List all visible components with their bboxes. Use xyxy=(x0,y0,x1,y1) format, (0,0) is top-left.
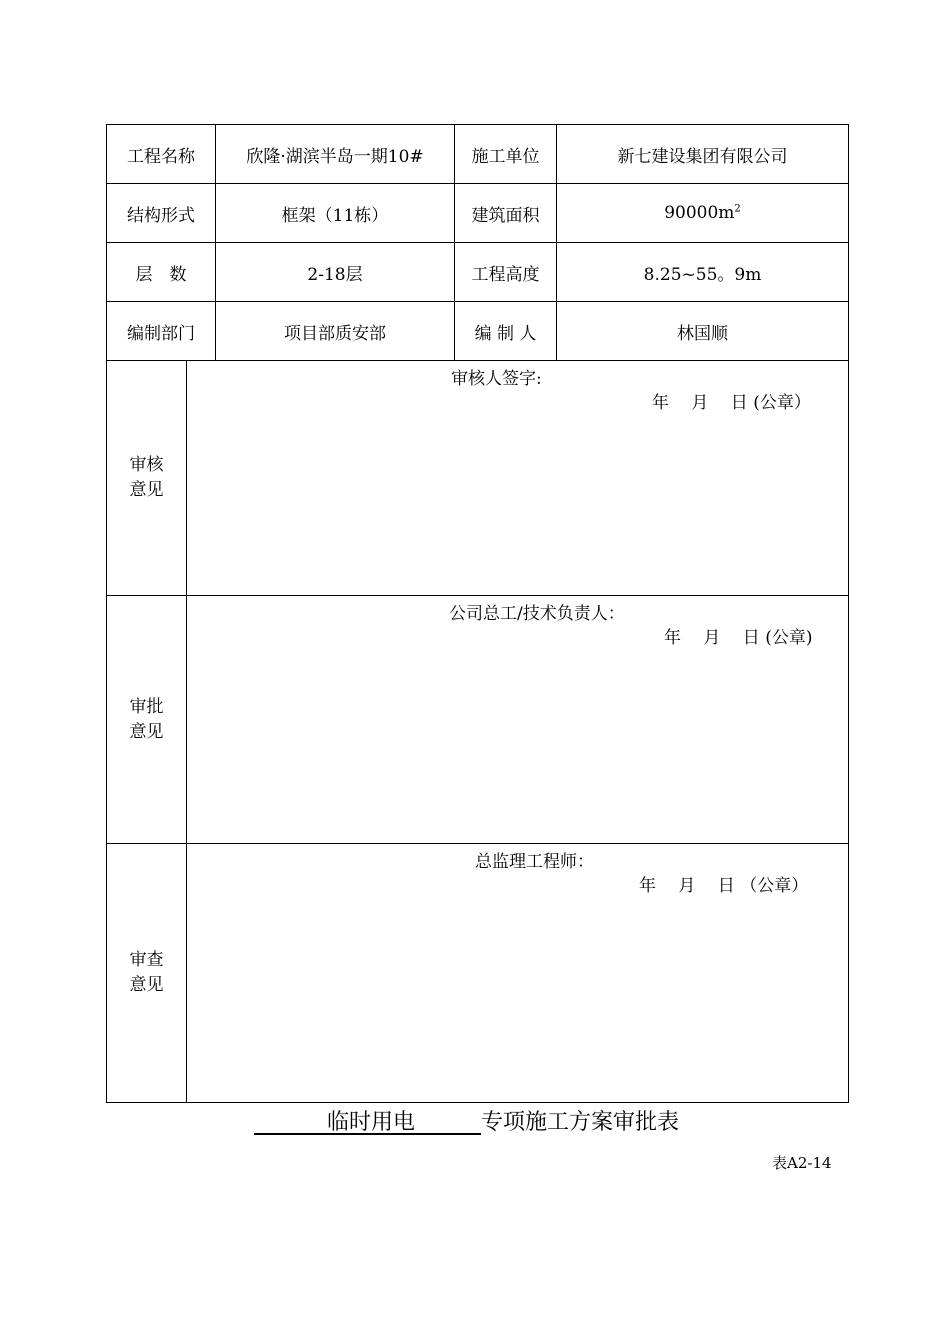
form-title xyxy=(254,1108,679,1138)
opinion-row-inspection xyxy=(107,844,849,1103)
opinion-body-review xyxy=(187,361,849,596)
approval-form-table xyxy=(106,124,849,1103)
opinion-label-review xyxy=(107,361,187,596)
chief-engineer-label: 公司总工/技术负责人： xyxy=(449,604,625,624)
label-department: 编制部门 xyxy=(107,302,216,361)
label-structure-type: 结构形式 xyxy=(107,184,216,243)
opinion-row-review xyxy=(107,361,849,596)
value-contractor: 新七建设集团有限公司 xyxy=(557,125,849,184)
review-date-seal: 年 月 日 (公章） xyxy=(652,393,811,413)
opinion-row-approval xyxy=(107,596,849,844)
info-row-department xyxy=(107,302,849,361)
label-building-area: 建筑面积 xyxy=(455,184,557,243)
opinion-label-approval-line1: 审批 xyxy=(129,696,164,717)
value-project-name: 欣隆·湖滨半岛一期10# xyxy=(216,125,455,184)
opinion-label-review-line2: 意见 xyxy=(129,480,164,500)
opinion-label-inspection-line2: 意见 xyxy=(129,975,164,995)
label-building-height: 工程高度 xyxy=(455,243,557,302)
building-area-unit-exponent: 2 xyxy=(734,203,741,215)
label-author: 编 制 人 xyxy=(455,302,557,361)
label-floors: 层 数 xyxy=(107,243,216,302)
form-title-rest: 专项施工方案审批表 xyxy=(481,1110,680,1135)
label-project-name: 工程名称 xyxy=(107,125,216,184)
value-building-area xyxy=(557,184,849,243)
form-code: 表A2-14 xyxy=(772,1154,832,1172)
value-structure-type: 框架（11栋） xyxy=(216,184,455,243)
inspection-date-seal: 年 月 日 （公章） xyxy=(639,876,809,896)
opinion-label-approval-line2: 意见 xyxy=(129,721,164,742)
chief-supervisor-label: 总监理工程师： xyxy=(475,852,594,872)
building-area-number: 90000m xyxy=(664,203,735,223)
value-floors: 2-18层 xyxy=(216,243,455,302)
reviewer-signature-label: 审核人签字: xyxy=(451,369,542,389)
approval-date-seal: 年 月 日 (公章) xyxy=(664,628,813,648)
opinion-label-inspection-line1: 审查 xyxy=(129,950,164,970)
value-building-height: 8.25~55。9m xyxy=(557,243,849,302)
opinion-body-approval xyxy=(187,596,849,844)
value-author: 林国顺 xyxy=(557,302,849,361)
value-department: 项目部质安部 xyxy=(216,302,455,361)
form-title-blank-lead xyxy=(254,1110,327,1135)
info-row-structure xyxy=(107,184,849,243)
opinion-label-review-line1: 审核 xyxy=(129,455,164,475)
opinion-body-inspection xyxy=(187,844,849,1103)
opinion-label-approval xyxy=(107,596,187,844)
opinion-label-inspection xyxy=(107,844,187,1103)
form-title-fill: 临时用电 xyxy=(327,1110,416,1135)
form-title-blank-trail xyxy=(415,1110,481,1135)
info-row-project-name xyxy=(107,125,849,184)
info-row-floors xyxy=(107,243,849,302)
label-contractor: 施工单位 xyxy=(455,125,557,184)
